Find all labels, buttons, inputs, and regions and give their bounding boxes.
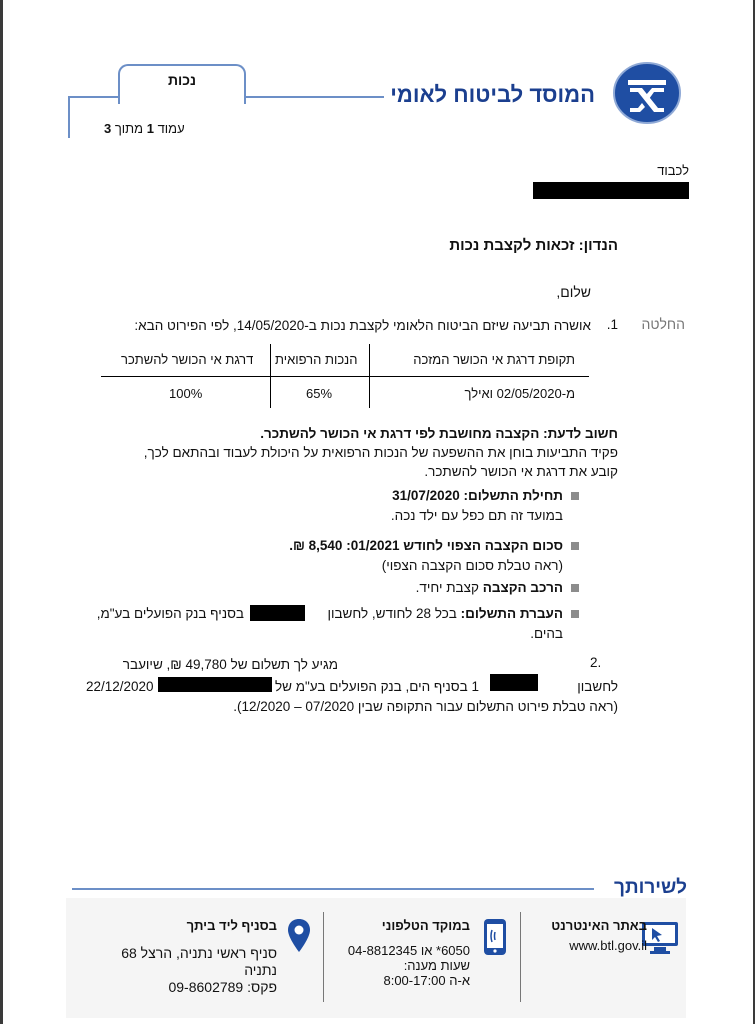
- payment-start: תחילת התשלום: 31/07/2020: [392, 488, 563, 503]
- item-2-line-1: מגיע לך תשלום של 49,780 ₪, שיועבר: [122, 657, 338, 672]
- internet-url[interactable]: www.btl.gov.il: [569, 938, 647, 953]
- composition-label: הרכב הקצבה: [482, 580, 563, 595]
- redacted-account: [250, 605, 305, 621]
- table-col-line-2: [369, 344, 370, 408]
- transfer-text-1: בכל 28 לחודש, לחשבון: [327, 606, 457, 621]
- bullet-amount: [571, 542, 579, 550]
- table-cell-medical: 65%: [306, 386, 333, 401]
- internet-title: באתר האינטרנט: [551, 918, 647, 933]
- transfer-text-2: בסניף בנק הפועלים בע"מ,: [96, 606, 244, 621]
- redacted-name: [533, 182, 689, 199]
- tab-side-line: [68, 96, 120, 98]
- decision-label: החלטה: [641, 316, 685, 332]
- bullet-start: [571, 492, 579, 500]
- table-header-line: [101, 376, 589, 377]
- branch-city: נתניה: [244, 962, 277, 978]
- footer-divider-2: [323, 912, 324, 1002]
- location-pin-icon: [286, 918, 312, 954]
- table-cell-period: מ-02/05/2020 ואילך: [464, 386, 575, 401]
- page-total: 3: [104, 121, 112, 136]
- btl-logo-icon: [612, 62, 682, 124]
- subject: הנדון: זכאות לקצבת נכות: [449, 237, 618, 254]
- redacted-account-2: [490, 674, 538, 691]
- redacted-owner: [158, 677, 272, 692]
- page-count: [104, 121, 185, 136]
- page-prefix: עמוד: [157, 121, 185, 136]
- table-col-line-1: [270, 344, 271, 408]
- item-1-number: 1.: [606, 317, 618, 332]
- item-2-line-3: (ראה טבלת פירוט התשלום עבור התקופה שבין 07/2020 – 12/2020).: [233, 699, 618, 714]
- footer-line: [72, 888, 594, 890]
- category-tab-label: נכות: [167, 72, 197, 88]
- transfer-part-1: [327, 604, 563, 623]
- page-current: 1: [146, 121, 154, 136]
- bullet-transfer: [571, 610, 579, 618]
- table-header-period: תקופת דרגת אי הכושר המזכה: [413, 352, 575, 367]
- decision-text: אושרה תביעה שיזם הביטוח הלאומי לקצבת נכות ב-14/05/2020, לפי הפירוט הבא:: [134, 318, 591, 333]
- phone-hours-label: שעות מענה:: [403, 958, 470, 973]
- transfer-text-3: בהים.: [530, 626, 563, 641]
- header-line: [246, 96, 384, 98]
- page-edge-left: [0, 0, 3, 1024]
- phone-icon: [482, 918, 508, 956]
- branch-title: בסניף ליד ביתך: [186, 918, 277, 933]
- branch-fax: פקס: 09-8602789: [168, 979, 277, 995]
- table-cell-incapacity: 100%: [169, 386, 203, 401]
- important-line-2: קובע את דרגת אי הכושר להשתכר.: [424, 464, 618, 479]
- footer-title: לשירותך: [614, 877, 687, 898]
- composition-value: קצבת יחיד.: [415, 580, 479, 595]
- table-header-medical: הנכות הרפואית: [275, 352, 358, 367]
- expected-amount-note: (ראה טבלת סכום הקצבה הצפוי): [381, 558, 563, 573]
- branch-address: סניף ראשי נתניה, הרצל 68: [121, 945, 277, 961]
- page-middle: מתוך: [114, 121, 144, 136]
- tab-side-vertical-line: [68, 96, 70, 138]
- payment-start-note: במועד זה תם כפל עם ילד נכה.: [390, 508, 563, 523]
- footer-divider-1: [520, 912, 521, 1002]
- greeting: שלום,: [556, 284, 591, 300]
- org-name: המוסד לביטוח לאומי: [390, 82, 595, 107]
- item-2-number: .2: [590, 655, 602, 670]
- item-2-line-2a: לחשבון: [577, 679, 618, 694]
- important-heading: חשוב לדעת: הקצבה מחושבת לפי דרגת אי הכושר להשתכר.: [260, 426, 618, 441]
- phone-hours: א-ה 8:00-17:00: [383, 973, 470, 988]
- addressee-label: לכבוד: [657, 163, 689, 178]
- composition: [416, 578, 563, 597]
- item-2-date: 22/12/2020: [86, 679, 154, 694]
- bullet-compose: [571, 584, 579, 592]
- expected-amount: סכום הקצבה הצפוי לחודש 01/2021: 8,540 ₪.: [289, 538, 563, 553]
- disability-table: [101, 344, 589, 408]
- phone-numbers[interactable]: 6050* או 04-8812345: [347, 943, 470, 958]
- important-line-1: פקיד התביעות בוחן את ההשפעה של הנכות הרפואית על היכולת לעבוד ובהתאם לכך,: [143, 445, 618, 460]
- transfer-label: העברת התשלום:: [460, 606, 563, 621]
- item-2-line-2b: 1 בסניף הים, בנק הפועלים בע"מ של: [274, 679, 479, 694]
- table-header-incapacity: דרגת אי הכושר להשתכר: [121, 352, 254, 367]
- phone-title: במוקד הטלפוני: [381, 918, 470, 933]
